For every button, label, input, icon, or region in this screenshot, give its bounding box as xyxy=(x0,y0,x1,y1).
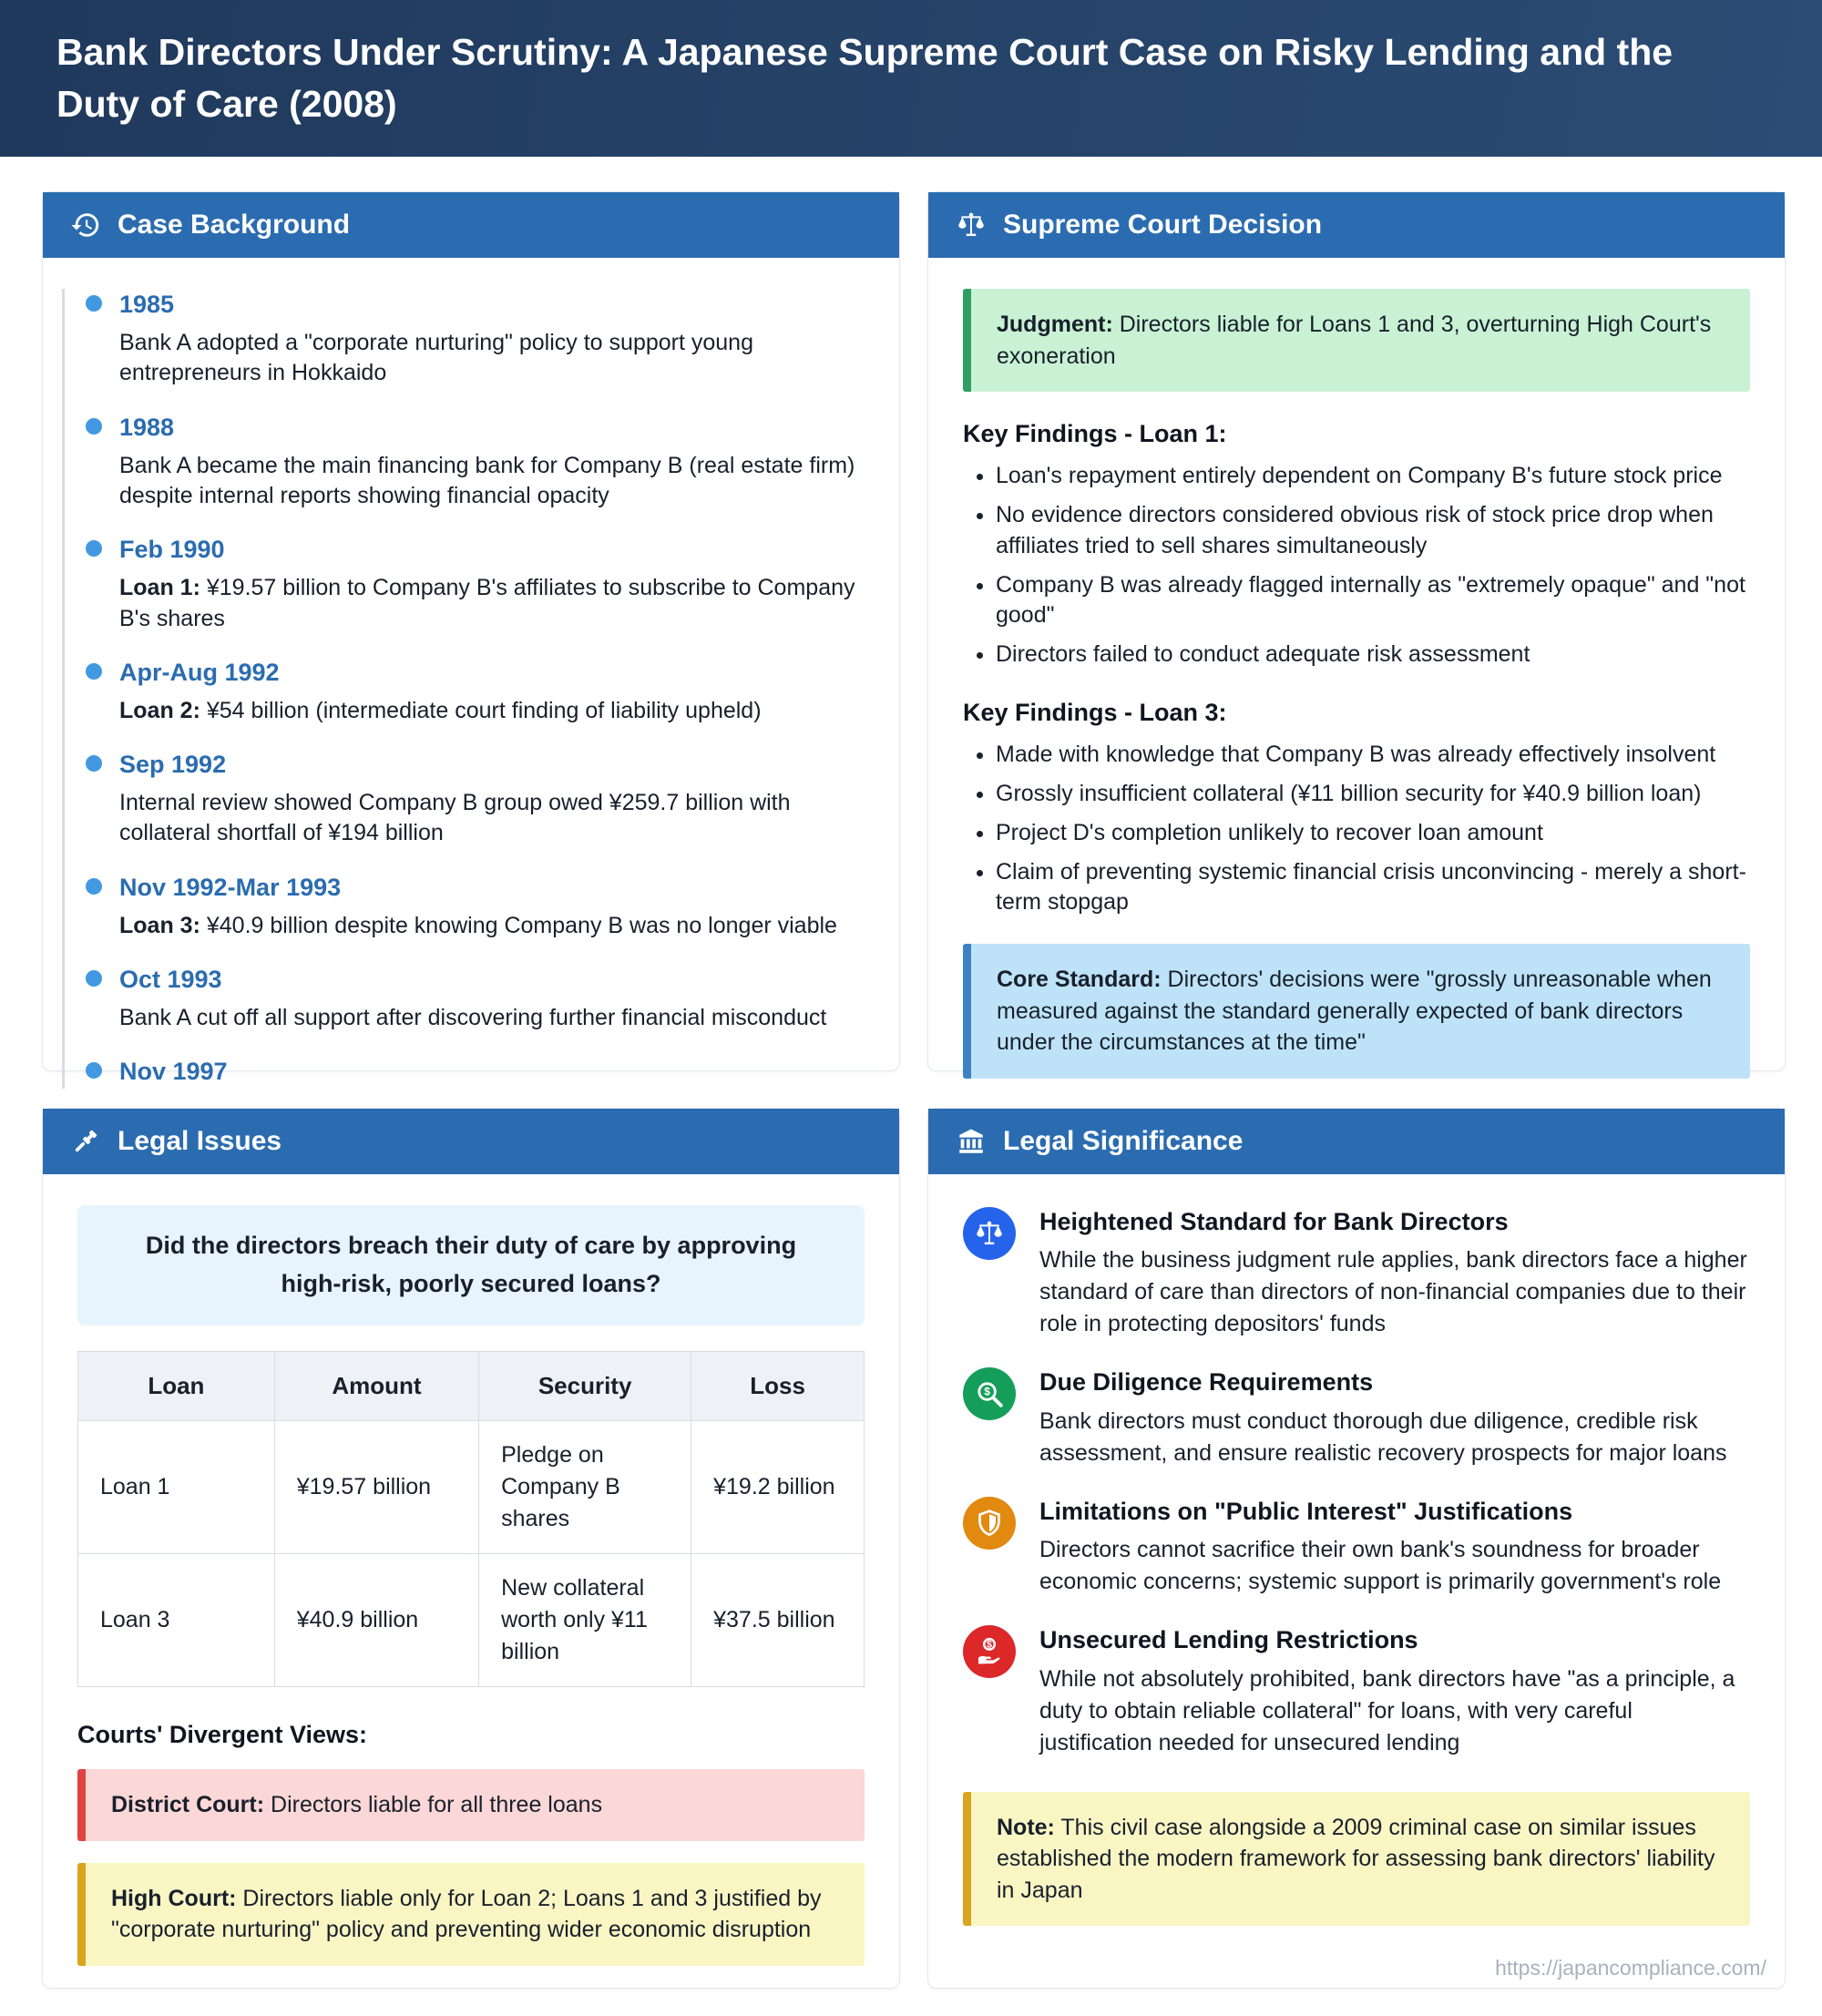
significance-item-body xyxy=(1039,1623,1750,1758)
significance-item-text: Directors cannot sacrifice their own bank's soundness for broader economic concerns; systemic support is primarily government's role xyxy=(1039,1537,1722,1595)
table-cell: Loan 3 xyxy=(78,1553,275,1686)
significance-item-title: Unsecured Lending Restrictions xyxy=(1039,1626,1418,1654)
timeline-dot xyxy=(86,295,102,312)
legal-issues-header xyxy=(43,1109,899,1174)
timeline-dot xyxy=(86,878,102,895)
table-header-cell: Loan xyxy=(78,1351,275,1420)
significance-item-text: Bank directors must conduct thorough due diligence, credible risk assessment, and ensure realistic recovery prospects for major loans xyxy=(1039,1407,1727,1466)
high-court-text: Directors liable only for Loan 2; Loans 1 and 3 justified by "corporate nurturing" policy and preventing wider economic disruption xyxy=(111,1885,822,1943)
findings-heading: Key Findings - Loan 3: xyxy=(963,698,1227,726)
legal-issues-body xyxy=(43,1174,899,1966)
table-cell: ¥19.2 billion xyxy=(691,1420,865,1553)
table-cell: New collateral worth only ¥11 billion xyxy=(479,1553,691,1686)
timeline-text: Loan 2: ¥54 billion (intermediate court finding of liability upheld) xyxy=(119,697,762,723)
panel-supreme-court-decision xyxy=(927,191,1786,1071)
svg-text:$: $ xyxy=(984,1386,990,1399)
findings-list xyxy=(963,461,1750,670)
significance-item xyxy=(963,1623,1750,1758)
case-background-body xyxy=(43,258,899,1089)
core-standard-callout xyxy=(963,944,1750,1079)
timeline-item xyxy=(65,1056,872,1088)
significance-item xyxy=(963,1495,1750,1598)
timeline-item xyxy=(65,289,872,389)
finding-bullet: • Loan's repayment entirely dependent on Company B's future stock price xyxy=(996,461,1750,492)
finding-bullet: • Directors failed to conduct adequate risk assessment xyxy=(996,640,1750,670)
timeline-date: 1988 xyxy=(119,413,175,441)
panel-legal-significance xyxy=(927,1108,1786,1989)
significance-item xyxy=(963,1205,1750,1340)
significance-item-title: Limitations on "Public Interest" Justifications xyxy=(1039,1497,1573,1525)
timeline-text: Internal review showed Company B group owed ¥259.7 billion with collateral shortfall of ¥194 billion xyxy=(119,790,791,846)
timeline-date: Feb 1990 xyxy=(119,536,225,564)
significance-item-text: While the business judgment rule applies, bank directors face a higher standard of care than directors of non-financial companies due to their role in protecting depositors' funds xyxy=(1039,1247,1747,1337)
significance-item-title: Due Diligence Requirements xyxy=(1039,1368,1374,1397)
finding-bullet: • Grossly insufficient collateral (¥11 billion security for ¥40.9 billion loan) xyxy=(996,779,1750,810)
loan-table xyxy=(77,1351,865,1687)
content-grid xyxy=(0,157,1822,1989)
judgment-callout xyxy=(963,289,1750,392)
timeline-dot xyxy=(86,663,102,680)
svg-text:$: $ xyxy=(987,1639,992,1651)
timeline-dot xyxy=(86,970,102,987)
scales-icon xyxy=(963,1207,1016,1260)
table-header-cell: Security xyxy=(479,1351,691,1420)
timeline-dot xyxy=(86,1062,102,1079)
core-standard-text: Directors' decisions were "grossly unreasonable when measured against the standard generally expected of bank directors under the circumstances at the time" xyxy=(997,967,1712,1056)
page-header xyxy=(0,0,1822,157)
panel-title: Case Background xyxy=(118,210,351,240)
timeline-item xyxy=(65,964,872,1033)
views-heading: Courts' Divergent Views: xyxy=(77,1720,368,1748)
table-cell: ¥37.5 billion xyxy=(691,1553,865,1686)
shield-icon xyxy=(963,1497,1016,1550)
timeline-date: Oct 1993 xyxy=(119,966,222,994)
timeline-text: Loan 1: ¥19.57 billion to Company B's affiliates to subscribe to Company B's shares xyxy=(119,575,855,631)
table-header-cell: Amount xyxy=(274,1351,478,1420)
findings-list xyxy=(963,740,1750,918)
timeline-date: Apr-Aug 1992 xyxy=(119,658,280,686)
legal-significance-body xyxy=(928,1174,1785,1926)
district-court-text: Directors liable for all three loans xyxy=(271,1792,603,1818)
panel-case-background xyxy=(42,191,900,1086)
table-row xyxy=(78,1553,865,1686)
timeline-date: Sep 1992 xyxy=(119,751,227,779)
timeline-text: Loan 3: ¥40.9 billion despite knowing Company B was no longer viable xyxy=(119,912,837,938)
legal-significance-header xyxy=(928,1109,1785,1174)
table-cell: ¥40.9 billion xyxy=(274,1553,478,1686)
judgment-label: Judgment: xyxy=(997,312,1113,337)
judgment-text: Directors liable for Loans 1 and 3, overturning High Court's exoneration xyxy=(997,312,1712,369)
timeline-date: Nov 1992-Mar 1993 xyxy=(119,873,342,901)
hand-dollar-icon xyxy=(963,1625,1016,1678)
gavel-icon xyxy=(70,1126,101,1157)
watermark: https://japancompliance.com/ xyxy=(1495,1956,1766,1980)
history-icon xyxy=(70,210,101,240)
district-court-callout xyxy=(77,1769,865,1841)
bank-icon xyxy=(956,1126,987,1157)
table-header-cell: Loss xyxy=(691,1351,865,1420)
high-court-callout xyxy=(77,1863,865,1966)
case-background-header xyxy=(43,192,899,258)
significance-item-body xyxy=(1039,1495,1750,1598)
finding-bullet: • Company B was already flagged internally as "extremely opaque" and "not good" xyxy=(996,570,1750,632)
district-court-label: District Court: xyxy=(111,1792,265,1818)
timeline-text: Bank A cut off all support after discovering further financial misconduct xyxy=(119,1005,827,1031)
finding-bullet: • Made with knowledge that Company B was already effectively insolvent xyxy=(996,740,1750,771)
page-title: Bank Directors Under Scrutiny: A Japanese Supreme Court Case on Risky Lending and the Duty of Care (2008) xyxy=(56,30,1674,125)
significance-item-title: Heightened Standard for Bank Directors xyxy=(1039,1208,1509,1235)
panel-title: Legal Issues xyxy=(118,1126,282,1156)
timeline-text: Bank A adopted a "corporate nurturing" policy to support young entrepreneurs in Hokkaido xyxy=(119,330,753,386)
supreme-court-header xyxy=(928,192,1785,258)
significance-item-text: While not absolutely prohibited, bank directors have "as a principle, a duty to obtain reliable collateral" for loans, with very careful justification needed for unsecured lending xyxy=(1039,1665,1735,1755)
findings-heading: Key Findings - Loan 1: xyxy=(963,420,1227,447)
panel-legal-issues xyxy=(42,1108,900,1989)
timeline-dot xyxy=(86,418,102,435)
timeline-item xyxy=(65,657,872,726)
significance-item-body xyxy=(1039,1366,1750,1469)
significance-items xyxy=(963,1205,1750,1759)
search-dollar-icon xyxy=(963,1367,1016,1420)
note-text: This civil case alongside a 2009 criminal case on similar issues established the modern framework for assessing bank directors' liability in Japan xyxy=(997,1814,1715,1903)
timeline-dot xyxy=(86,755,102,772)
finding-bullet: • No evidence directors considered obvious risk of stock price drop when affiliates tried to sell shares simultaneously xyxy=(996,500,1750,562)
panel-title: Legal Significance xyxy=(1003,1126,1244,1156)
supreme-court-body xyxy=(928,258,1785,1079)
timeline-text: Bank A became the main financing bank for Company B (real estate firm) despite internal reports showing financial opacity xyxy=(119,452,855,508)
table-row xyxy=(78,1420,865,1553)
timeline-date: 1985 xyxy=(119,291,175,318)
note-label: Note: xyxy=(997,1814,1055,1840)
table-cell: ¥19.57 billion xyxy=(274,1420,478,1553)
timeline-dot xyxy=(86,540,102,557)
note-callout xyxy=(963,1792,1750,1927)
significance-item xyxy=(963,1366,1750,1469)
timeline-item xyxy=(65,749,872,849)
legal-question: Did the directors breach their duty of care by approving high-risk, poorly secured loans? xyxy=(77,1205,865,1325)
key-findings xyxy=(963,417,1750,918)
core-standard-label: Core Standard: xyxy=(997,967,1162,993)
timeline-date: Nov 1997 xyxy=(119,1058,228,1086)
finding-bullet: • Claim of preventing systemic financial crisis unconvincing - merely a short-term stopgap xyxy=(996,857,1750,919)
timeline xyxy=(62,289,872,1089)
scales-icon xyxy=(956,210,987,240)
timeline-item xyxy=(65,412,872,512)
table-cell: Loan 1 xyxy=(78,1420,275,1553)
significance-item-body xyxy=(1039,1205,1750,1340)
finding-bullet: • Project D's completion unlikely to recover loan amount xyxy=(996,818,1750,849)
high-court-label: High Court: xyxy=(111,1885,237,1911)
timeline-item xyxy=(65,872,872,941)
table-cell: Pledge on Company B shares xyxy=(479,1420,691,1553)
panel-title: Supreme Court Decision xyxy=(1003,210,1323,240)
timeline-item xyxy=(65,534,872,634)
